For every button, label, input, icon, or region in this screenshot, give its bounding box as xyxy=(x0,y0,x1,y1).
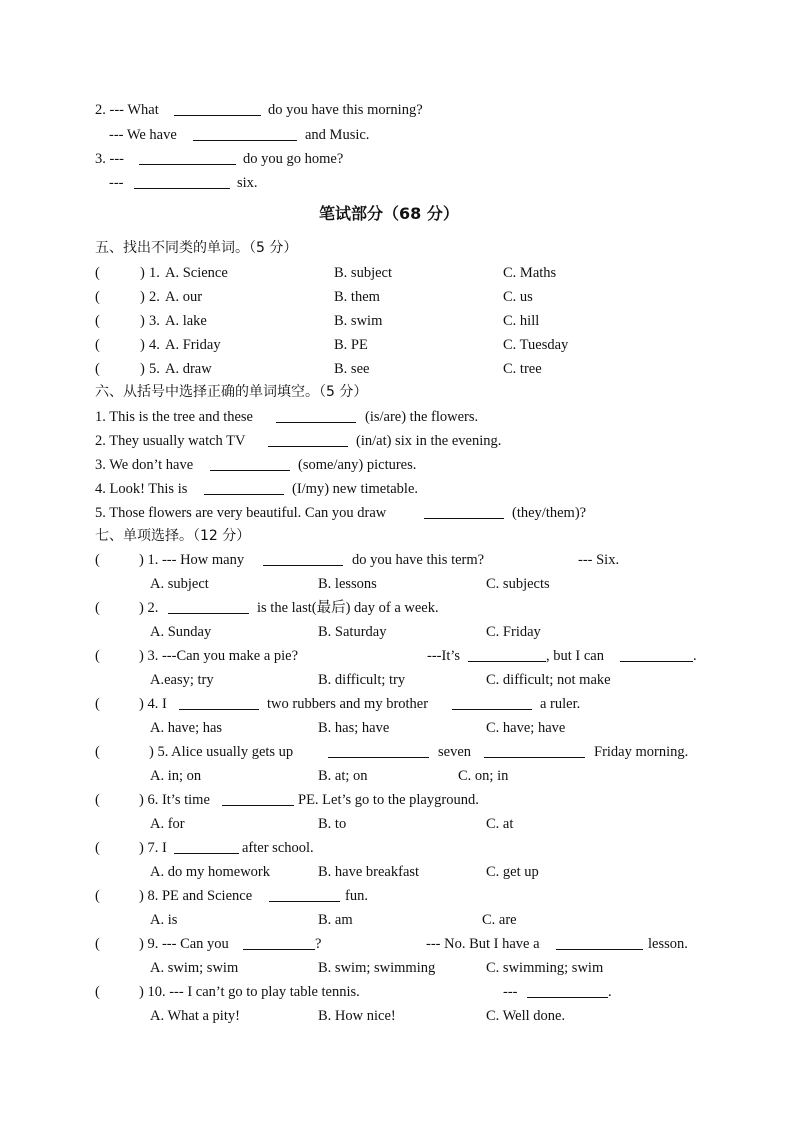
item-number: 2. xyxy=(149,289,160,305)
question-text: two rubbers and my brother xyxy=(267,696,429,712)
option-a[interactable]: A. swim; swim xyxy=(150,960,239,976)
item-text: (some/any) pictures. xyxy=(298,457,417,473)
answer-blank[interactable] xyxy=(527,997,608,998)
option-c[interactable]: C. difficult; not make xyxy=(486,672,611,688)
question-text: do you have this morning? xyxy=(268,102,423,118)
answer-text: and Music. xyxy=(305,127,370,143)
option-a[interactable]: A. in; on xyxy=(150,768,202,784)
answer-paren[interactable]: ( xyxy=(95,936,100,952)
option-c[interactable]: C. have; have xyxy=(486,720,566,736)
answer-blank[interactable] xyxy=(269,901,340,902)
answer-text: --- We have xyxy=(109,127,177,143)
option-b[interactable]: B. PE xyxy=(334,337,368,353)
section-5-heading: 五、找出不同类的单词。（5 分） xyxy=(95,240,298,256)
answer-blank[interactable] xyxy=(168,613,249,614)
item-text: (I/my) new timetable. xyxy=(292,481,419,497)
answer-paren[interactable]: ( xyxy=(95,888,100,904)
question-text: ) 4. I xyxy=(139,696,167,712)
question-text: . xyxy=(608,984,612,1000)
answer-blank[interactable] xyxy=(620,661,693,662)
option-a[interactable]: A.easy; try xyxy=(150,672,214,688)
answer-blank[interactable] xyxy=(268,446,348,447)
question-text: --- xyxy=(503,984,518,1000)
option-b[interactable]: B. at; on xyxy=(318,768,368,784)
option-a[interactable]: A. Sunday xyxy=(150,624,212,640)
item-text: 2. They usually watch TV xyxy=(95,433,246,449)
answer-paren[interactable]: ( xyxy=(95,289,100,305)
question-text: do you go home? xyxy=(243,151,344,167)
answer-blank[interactable] xyxy=(452,709,532,710)
option-c[interactable]: C. at xyxy=(486,816,514,832)
answer-paren[interactable]: ( xyxy=(95,648,100,664)
option-a[interactable]: A. draw xyxy=(165,361,212,377)
option-b[interactable]: B. see xyxy=(334,361,370,377)
option-b[interactable]: B. subject xyxy=(334,265,392,281)
option-c[interactable]: C. on; in xyxy=(458,768,509,784)
item-text: (they/them)? xyxy=(512,505,587,521)
answer-paren-close: ) xyxy=(140,265,145,281)
item-text: (is/are) the flowers. xyxy=(365,409,479,425)
question-text: 3. --- xyxy=(95,151,124,167)
answer-paren[interactable]: ( xyxy=(95,744,100,760)
option-c[interactable]: C. Well done. xyxy=(486,1008,566,1024)
option-b[interactable]: B. How nice! xyxy=(318,1008,396,1024)
option-c[interactable]: C. us xyxy=(503,289,533,305)
question-text: 2. --- What xyxy=(95,102,159,118)
answer-blank[interactable] xyxy=(328,757,429,758)
question-text: ) 8. PE and Science xyxy=(139,888,253,904)
section-6-heading: 六、从括号中选择正确的单词填空。（5 分） xyxy=(95,384,368,400)
option-c[interactable]: C. get up xyxy=(486,864,539,880)
answer-blank[interactable] xyxy=(276,422,356,423)
question-text: --- Six. xyxy=(578,552,620,568)
answer-blank[interactable] xyxy=(424,518,504,519)
answer-blank[interactable] xyxy=(193,140,297,141)
answer-paren[interactable]: ( xyxy=(95,361,100,377)
question-text: lesson. xyxy=(648,936,688,952)
option-b[interactable]: B. swim xyxy=(334,313,383,329)
question-text: ) 5. Alice usually gets up xyxy=(149,744,294,760)
answer-blank[interactable] xyxy=(174,853,239,854)
question-text: ) 6. It’s time xyxy=(139,792,210,808)
answer-blank[interactable] xyxy=(468,661,546,662)
item-number: 3. xyxy=(149,313,160,329)
item-text: 3. We don’t have xyxy=(95,457,194,473)
question-text: ---It’s xyxy=(427,648,461,664)
option-b[interactable]: B. difficult; try xyxy=(318,672,406,688)
option-c[interactable]: C. subjects xyxy=(486,576,550,592)
option-c[interactable]: C. are xyxy=(482,912,517,928)
question-text: after school. xyxy=(242,840,314,856)
option-a[interactable]: A. do my homework xyxy=(150,864,271,880)
item-text: 5. Those flowers are very beautiful. Can you draw xyxy=(95,505,387,521)
question-text: fun. xyxy=(345,888,368,904)
answer-paren-close: ) xyxy=(140,289,145,305)
option-a[interactable]: A. Science xyxy=(165,265,228,281)
answer-blank[interactable] xyxy=(556,949,643,950)
option-b[interactable]: B. Saturday xyxy=(318,624,387,640)
option-a[interactable]: A. our xyxy=(165,289,203,305)
question-text: is the last(最后) day of a week. xyxy=(257,600,439,616)
option-a[interactable]: A. for xyxy=(150,816,185,832)
option-c[interactable]: C. Friday xyxy=(486,624,541,640)
option-b[interactable]: B. them xyxy=(334,289,380,305)
answer-blank[interactable] xyxy=(263,565,343,566)
question-text: ? xyxy=(315,936,322,952)
answer-paren[interactable]: ( xyxy=(95,265,100,281)
item-text: 4. Look! This is xyxy=(95,481,188,497)
question-text: --- No. But I have a xyxy=(426,936,540,952)
answer-blank[interactable] xyxy=(174,115,261,116)
answer-blank[interactable] xyxy=(134,188,230,189)
option-a[interactable]: A. is xyxy=(150,912,178,928)
written-section-title: 笔试部分（68 分） xyxy=(319,204,459,223)
option-b[interactable]: B. lessons xyxy=(318,576,377,592)
question-text: do you have this term? xyxy=(352,552,485,568)
question-text: ) 7. I xyxy=(139,840,167,856)
option-a[interactable]: A. subject xyxy=(150,576,209,592)
section-7-heading: 七、单项选择。（12 分） xyxy=(95,528,251,544)
item-number: 1. xyxy=(149,265,160,281)
question-text: ) 10. --- I can’t go to play table tennis. xyxy=(139,984,360,1000)
option-c[interactable]: C. Maths xyxy=(503,265,557,281)
option-a[interactable]: A. have; has xyxy=(150,720,223,736)
answer-text: --- xyxy=(109,175,124,191)
answer-paren-close: ) xyxy=(140,313,145,329)
question-text: ) 9. --- Can you xyxy=(139,936,229,952)
item-text: (in/at) six in the evening. xyxy=(356,433,502,449)
question-text: ) 3. ---Can you make a pie? xyxy=(139,648,299,664)
option-b[interactable]: B. to xyxy=(318,816,347,832)
item-number: 5. xyxy=(149,361,160,377)
question-text: PE. Let’s go to the playground. xyxy=(298,792,479,808)
answer-blank[interactable] xyxy=(484,757,585,758)
answer-paren-close: ) xyxy=(140,337,145,353)
option-c[interactable]: C. swimming; swim xyxy=(486,960,604,976)
question-text: seven xyxy=(438,744,472,760)
item-number: 4. xyxy=(149,337,160,353)
answer-blank[interactable] xyxy=(210,470,290,471)
question-text: ) 1. --- How many xyxy=(139,552,245,568)
answer-paren-close: ) xyxy=(140,361,145,377)
question-text: a ruler. xyxy=(540,696,581,712)
answer-paren[interactable]: ( xyxy=(95,984,100,1000)
question-text: Friday morning. xyxy=(594,744,689,760)
answer-paren[interactable]: ( xyxy=(95,792,100,808)
answer-paren[interactable]: ( xyxy=(95,313,100,329)
answer-text: six. xyxy=(237,175,258,191)
answer-paren[interactable]: ( xyxy=(95,696,100,712)
answer-paren[interactable]: ( xyxy=(95,337,100,353)
answer-paren[interactable]: ( xyxy=(95,600,100,616)
answer-blank[interactable] xyxy=(139,164,236,165)
item-text: 1. This is the tree and these xyxy=(95,409,253,425)
option-c[interactable]: C. hill xyxy=(503,313,540,329)
option-a[interactable]: A. Friday xyxy=(165,337,221,353)
option-b[interactable]: B. have breakfast xyxy=(318,864,420,880)
question-text: , but I can xyxy=(546,648,604,664)
answer-blank[interactable] xyxy=(243,949,315,950)
question-text: ) 2. xyxy=(139,600,159,616)
option-b[interactable]: B. has; have xyxy=(318,720,390,736)
option-c[interactable]: C. Tuesday xyxy=(503,337,569,353)
option-a[interactable]: A. What a pity! xyxy=(150,1008,240,1024)
answer-blank[interactable] xyxy=(222,805,294,806)
option-b[interactable]: B. am xyxy=(318,912,353,928)
answer-blank[interactable] xyxy=(179,709,259,710)
option-a[interactable]: A. lake xyxy=(165,313,207,329)
answer-paren[interactable]: ( xyxy=(95,840,100,856)
option-c[interactable]: C. tree xyxy=(503,361,542,377)
answer-blank[interactable] xyxy=(204,494,284,495)
answer-paren[interactable]: ( xyxy=(95,552,100,568)
question-text: . xyxy=(693,648,697,664)
option-b[interactable]: B. swim; swimming xyxy=(318,960,436,976)
